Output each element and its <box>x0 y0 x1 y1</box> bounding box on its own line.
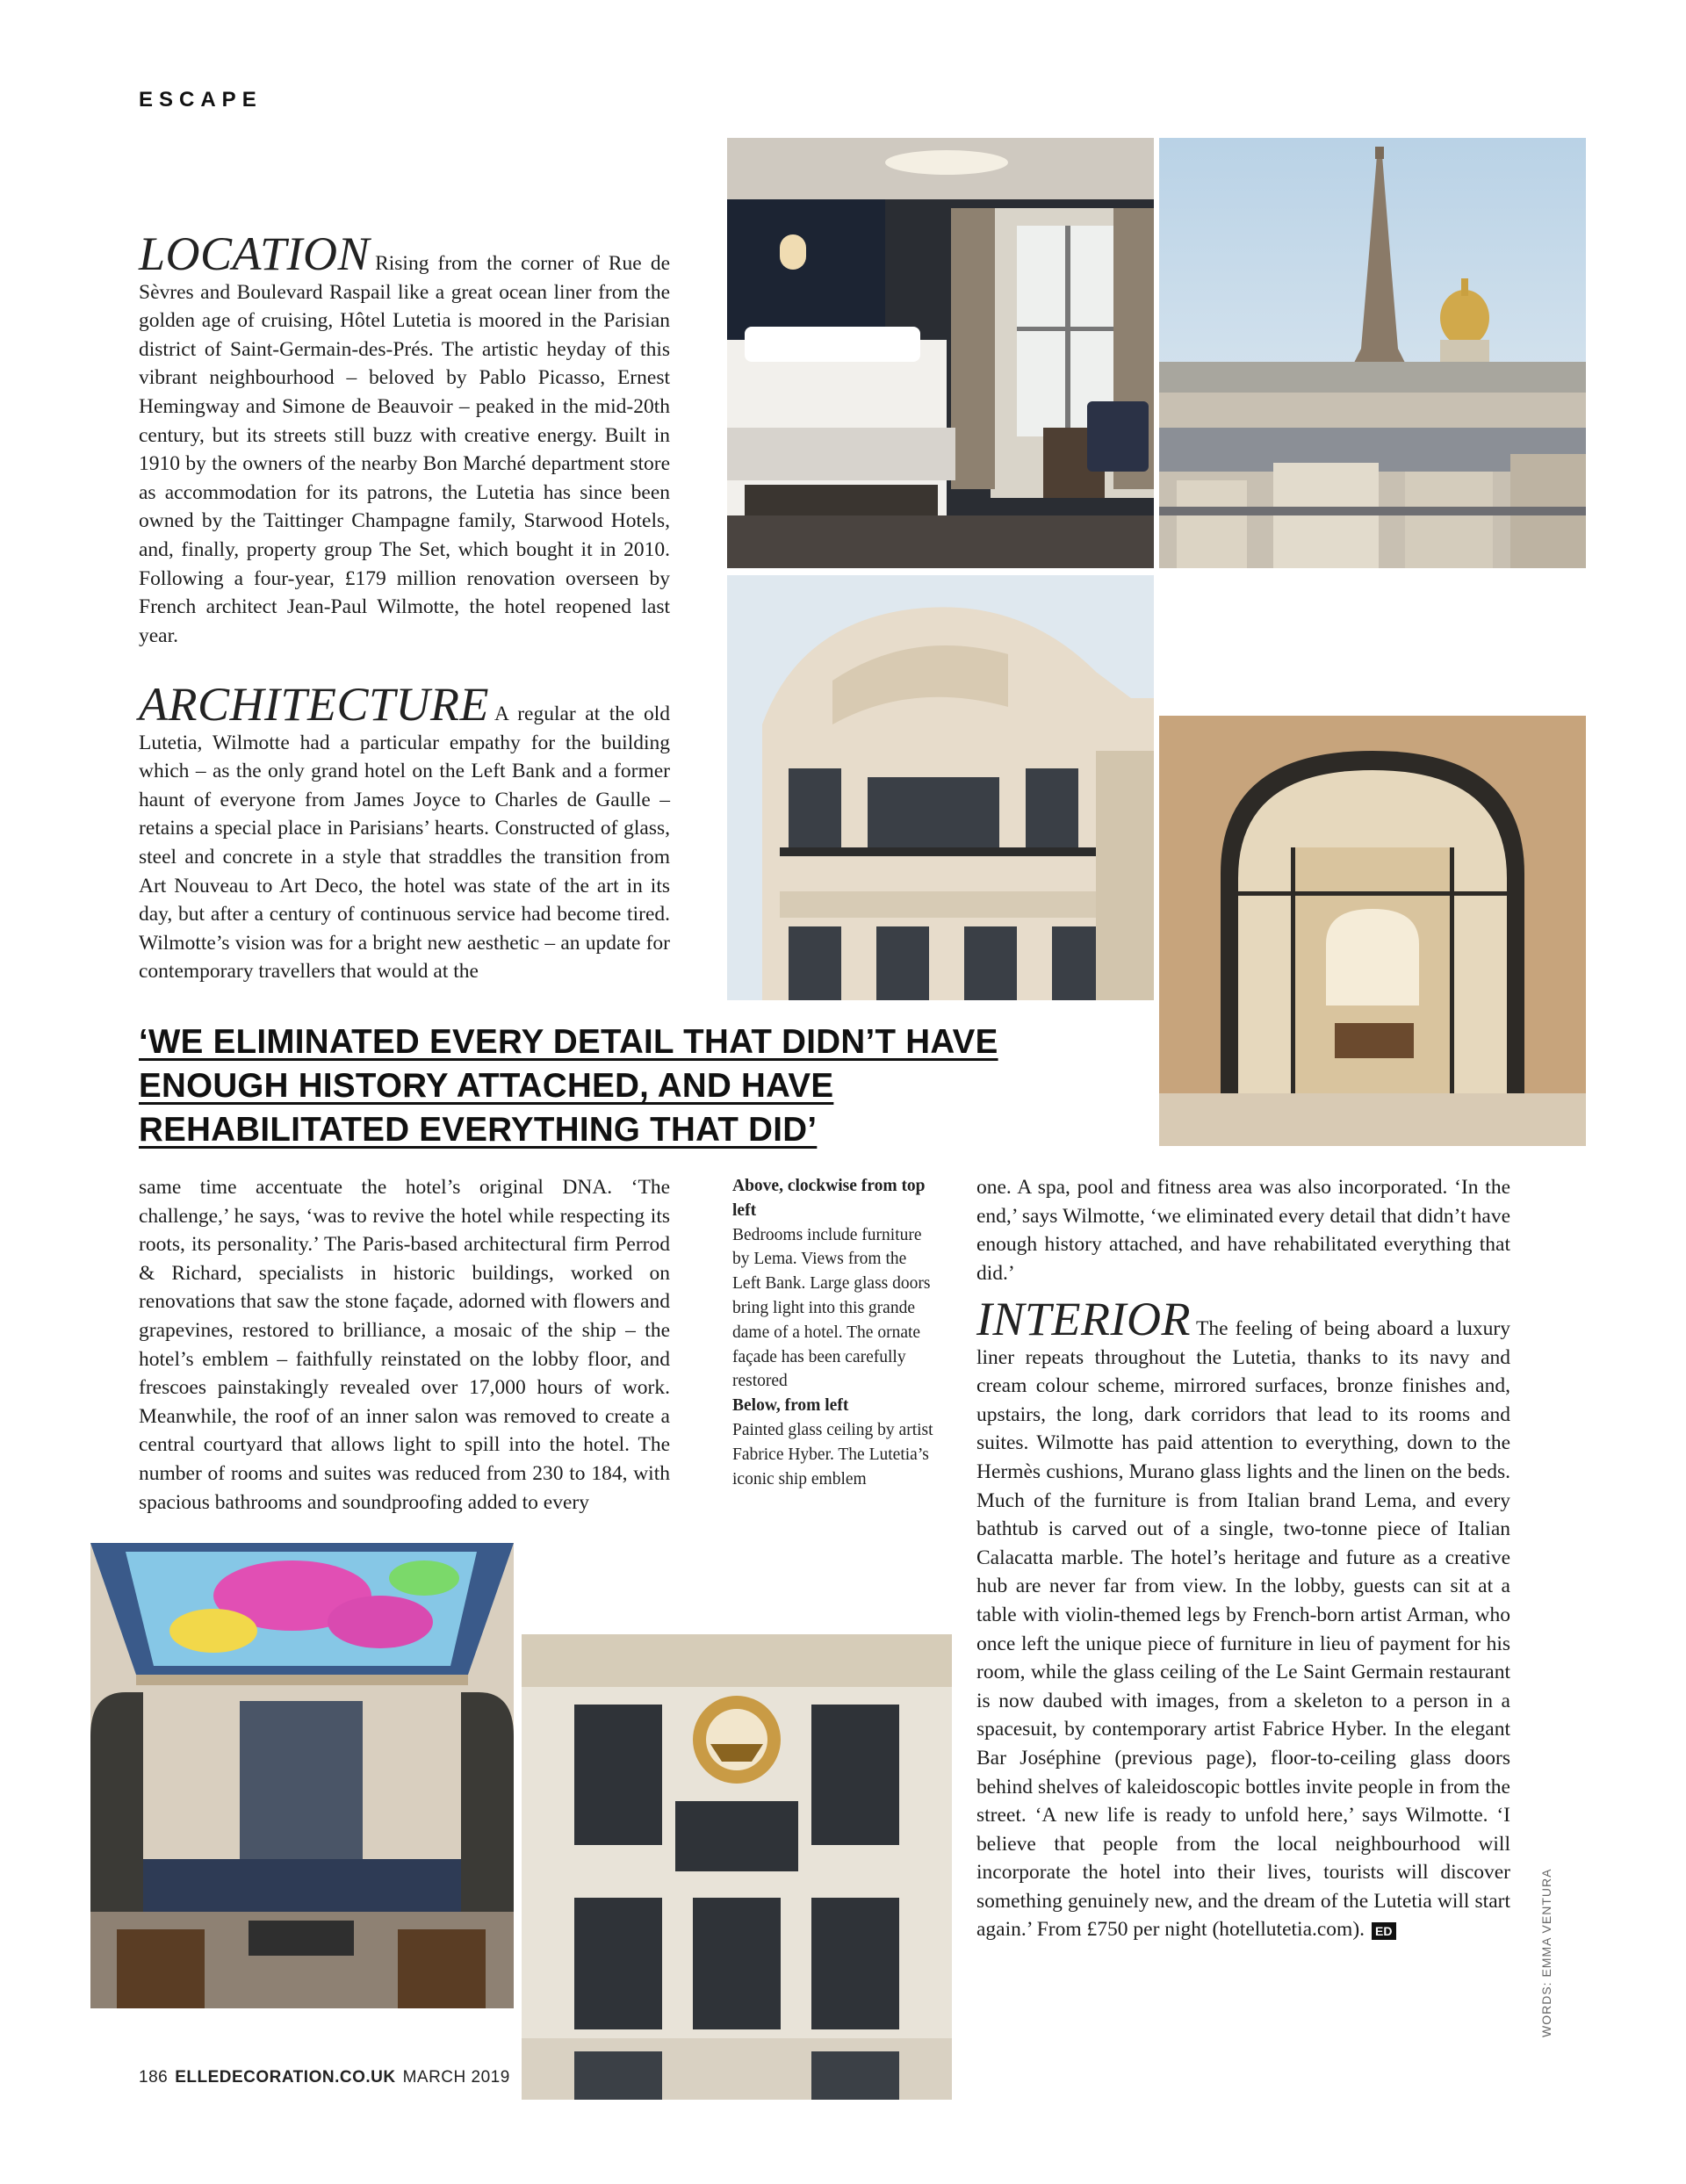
caption-heading-below: Below, from left <box>732 1396 849 1416</box>
paris-view-photo <box>1159 138 1586 568</box>
caption-text-below: Painted glass ceiling by artist Fabrice Hyber. The Lutetia’s iconic ship emblem <box>732 1420 933 1488</box>
pull-quote: ‘WE ELIMINATED EVERY DETAIL THAT DIDN’T HAVE ENOUGH HISTORY ATTACHED, AND HAVE REHABILITATED EVERYTHING THAT DID’ <box>139 1023 998 1149</box>
location-heading: LOCATION <box>139 227 371 280</box>
magazine-url: ELLEDECORATION.CO.UK <box>175 2068 396 2087</box>
bedroom-photo <box>727 138 1154 568</box>
issue-date: MARCH 2019 <box>402 2068 510 2087</box>
caption-heading-above: Above, clockwise from top left <box>732 1177 926 1220</box>
continued-paragraph: same time accentuate the hotel’s original DNA. ‘The challenge,’ he says, ‘was to revive the hotel while respecting its roots, its personality.’ The Paris-based architectural firm Perrod & Richard, specialists in historic buildings, worked on renovations that saw the stone façade, adorned with flowers and grapevines, restored to brilliance, a mosaic of the ship – the hotel’s emblem – faithfully reinstated on the lobby floor, and frescoes painstakingly revealed over 17,000 hours of work. Meanwhile, the roof of an inner salon was removed to create a central courtyard that allows light to spill into the hotel. The number of rooms and suites was reduced from 230 to 184, with spacious bathrooms and soundproofing added to every <box>139 1176 670 1514</box>
interior-heading: INTERIOR <box>976 1293 1191 1345</box>
glass-doors-photo <box>1159 716 1586 1146</box>
caption-text-above: Bedrooms include furniture by Lema. Views from the Left Bank. Large glass doors bring light into this grande dame of a hotel. The ornate façade has been carefully restored <box>732 1225 931 1391</box>
ship-emblem-photo <box>522 1634 952 2100</box>
architecture-paragraph <box>139 678 670 986</box>
glass-ceiling-photo <box>90 1543 514 2008</box>
location-text: Rising from the corner of Rue de Sèvres and Boulevard Raspail like a great ocean liner from the golden age of cruising, Hôtel Lutetia is moored in the Parisian district of Saint-Germain-des-Prés. The artistic heyday of this vibrant neighbourhood – beloved by Pablo Picasso, Ernest Hemingway and Simone de Beauvoir – peaked in the mid-20th century, but its streets still buzz with creative energy. Built in 1910 by the owners of the nearby Bon Marché department store as accommodation for its patrons, the Lutetia has since been owned by the Taittinger Champagne family, Starwood Hotels, and, finally, property group The Set, which bought it in 2010. Following a four-year, £179 million renovation overseen by French architect Jean-Paul Wilmotte, the hotel reopened last year. <box>139 252 670 647</box>
location-paragraph <box>139 227 670 650</box>
page-number: 186 <box>139 2068 169 2087</box>
col3-paragraph: one. A spa, pool and fitness area was also incorporated. ‘In the end,’ says Wilmotte, ‘we eliminated every detail that didn’t have enough history attached, and have rehabilitated everything that did.’ <box>976 1176 1510 1285</box>
photo-credit: WORDS: EMMA VENTURA <box>1539 1868 1553 2037</box>
page-footer <box>139 2068 510 2087</box>
ed-end-badge: ED <box>1372 1922 1395 1940</box>
section-tag: ESCAPE <box>139 88 263 112</box>
architecture-text: A regular at the old Lutetia, Wilmotte had a particular empathy for the building which – as the only grand hotel on the Left Bank and a former haunt of everyone from James Joyce to Charles de Gaulle – retains a special place in Parisians’ hearts. Constructed of glass, steel and concrete in a style that straddles the transition from Art Nouveau to Art Deco, the hotel was state of the art in its day, but after a century of continuous service had become tired. Wilmotte’s vision was for a bright new aesthetic – an update for contemporary travellers that would at the <box>139 703 670 984</box>
facade-photo <box>727 575 1154 1000</box>
architecture-heading: ARCHITECTURE <box>139 678 490 731</box>
photo-caption <box>732 1174 936 1491</box>
interior-text: The feeling of being aboard a luxury liner repeats throughout the Lutetia, thanks to its navy and cream colour scheme, mirrored surfaces, bronze finishes and, upstairs, the long, dark corridors that lead to its rooms and suites. Wilmotte has paid attention to everything, down to the Hermès cushions, Murano glass lights and the linen on the beds. Much of the furniture is from Italian brand Lema, and every bathtub is carved out of a single, two-tonne piece of Italian Calacatta marble. The hotel’s heritage and future as a creative hub are never far from view. In the lobby, guests can sit at a table with violin-themed legs by French-born artist Arman, who once left the unique piece of furniture in lieu of payment for his room, while the glass ceiling of the Le Saint Germain restaurant is now daubed with images, from a skeleton to a person in a spacesuit, by contemporary artist Fabrice Hyber. In the elegant Bar Joséphine (previous page), floor-to-ceiling glass doors behind shelves of kaleidoscopic bottles invite people in from the street. ‘A new life is ready to unfold here,’ says Wilmotte. ‘I believe that people from the local neighbourhood will incorporate the hotel into their lives, tourists will discover something genuinely new, and the dream of the Lutetia will start again.’ From £750 per night (hotellutetia.com). <box>976 1317 1510 1942</box>
interior-paragraph <box>976 1295 1510 1944</box>
